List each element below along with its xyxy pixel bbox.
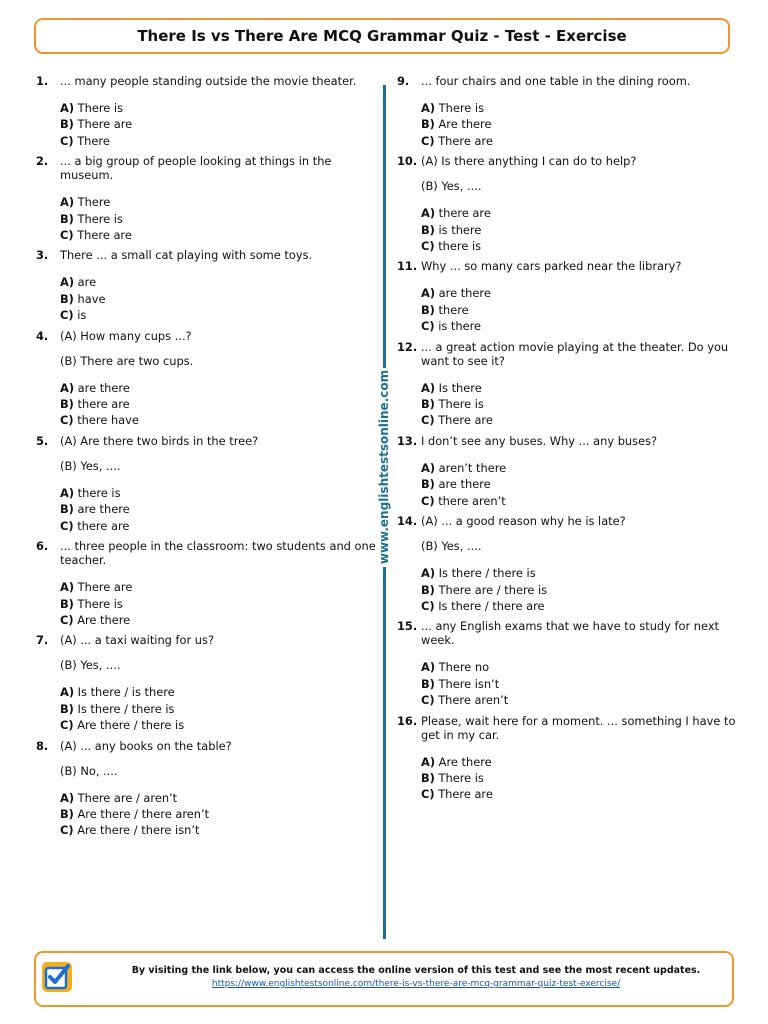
question-number: 1.: [36, 74, 49, 88]
option-text: is there: [438, 222, 482, 237]
question-item: [36, 248, 376, 323]
question-text: ... four chairs and one table in the dining room.: [421, 74, 691, 88]
question-text: (A) ... any books on the table?: [60, 738, 232, 753]
option-letter: A): [421, 754, 436, 769]
option-letter: C): [60, 823, 74, 838]
option-letter: B): [421, 302, 435, 317]
answer-option: [421, 396, 737, 412]
question-number: 15.: [397, 619, 418, 634]
answer-option: [421, 412, 737, 428]
question-item: [397, 619, 737, 708]
answer-options: [60, 194, 376, 243]
option-text: There are / there is: [438, 582, 548, 597]
option-letter: B): [60, 211, 74, 226]
option-text: Are there: [438, 754, 492, 769]
option-text: Are there: [77, 612, 131, 627]
answer-options: [421, 100, 737, 149]
answer-option: [421, 582, 737, 598]
option-letter: B): [60, 117, 74, 132]
option-text: There is: [77, 211, 123, 226]
answer-option: [60, 717, 376, 733]
option-text: Is there / there is: [77, 701, 175, 716]
option-text: There isn’t: [438, 676, 500, 691]
option-letter: A): [421, 566, 436, 581]
option-text: There are: [77, 117, 133, 132]
question-item: [397, 434, 737, 509]
answer-option: [60, 274, 376, 290]
page-title-box: [34, 18, 730, 54]
option-letter: C): [421, 693, 435, 708]
option-letter: B): [421, 676, 435, 691]
answer-options: [421, 380, 737, 429]
option-letter: B): [421, 222, 435, 237]
answer-option: [60, 396, 376, 412]
question-subtext: (B) Yes, ....: [421, 539, 482, 554]
question-text: ... three people in the classroom: two students and one teacher.: [60, 539, 376, 568]
question-subtext: (B) Yes, ....: [421, 179, 482, 194]
question-item: [397, 340, 737, 429]
option-letter: A): [60, 101, 75, 115]
question-number: 10.: [397, 154, 418, 169]
answer-option: [421, 598, 737, 614]
option-text: There is: [77, 596, 123, 611]
answer-option: [421, 460, 737, 476]
option-letter: B): [421, 397, 435, 412]
answer-options: [60, 380, 376, 429]
question-text: ... many people standing outside the movie theater.: [60, 74, 357, 88]
question-number: 7.: [36, 633, 49, 648]
answer-option: [60, 485, 376, 501]
answer-option: [421, 302, 737, 318]
question-subtext: (B) No, ....: [60, 763, 118, 778]
option-text: have: [77, 291, 106, 306]
option-text: are: [77, 275, 97, 290]
question-number: 6.: [36, 539, 49, 554]
option-text: there: [438, 302, 469, 317]
option-letter: B): [60, 291, 74, 306]
answer-option: [60, 701, 376, 717]
option-letter: B): [421, 477, 435, 492]
option-text: There is: [438, 101, 485, 115]
answer-option: [421, 786, 737, 802]
answer-option: [421, 133, 737, 149]
answer-option: [60, 380, 376, 396]
option-letter: A): [60, 195, 75, 210]
option-letter: A): [421, 660, 436, 675]
footer-notice: By visiting the link below, you can access the online version of this test and see the most recent updates.: [131, 965, 701, 976]
option-letter: B): [60, 701, 74, 716]
option-text: There are: [438, 787, 493, 802]
answer-options: [60, 485, 376, 534]
option-letter: A): [60, 790, 75, 805]
option-text: there are: [438, 206, 491, 221]
option-text: are there: [438, 477, 491, 492]
option-letter: C): [60, 308, 74, 323]
option-letter: C): [421, 319, 435, 334]
option-text: There are: [438, 413, 493, 428]
option-text: there is: [438, 239, 482, 254]
question-item: [36, 739, 376, 839]
option-text: are there: [77, 380, 130, 395]
question-number: 14.: [397, 514, 418, 529]
option-text: Is there / there is: [438, 566, 536, 581]
answer-option: [60, 822, 376, 838]
option-text: There aren’t: [438, 693, 509, 708]
option-text: there are: [77, 397, 130, 412]
option-text: there aren’t: [438, 493, 506, 508]
option-text: there is: [77, 485, 121, 500]
footer-link[interactable]: https://www.englishtestsonline.com/there-is-vs-there-are-mcq-grammar-quiz-test-exercise/: [211, 979, 621, 989]
question-number: 2.: [36, 154, 49, 169]
answer-option: [60, 100, 376, 116]
option-text: There is: [77, 101, 124, 115]
column-divider-top: [383, 85, 386, 368]
answer-option: [421, 222, 737, 238]
question-subtext: (B) Yes, ....: [60, 458, 121, 473]
option-text: There: [77, 195, 111, 210]
answer-option: [60, 211, 376, 227]
answer-option: [60, 291, 376, 307]
answer-option: [421, 754, 737, 770]
column-divider-bottom: [383, 567, 386, 939]
option-text: Is there / there are: [438, 598, 545, 613]
answer-option: [60, 806, 376, 822]
option-letter: B): [421, 582, 435, 597]
option-letter: C): [60, 718, 74, 733]
question-subtext: (B) Yes, ....: [60, 658, 121, 673]
answer-options: [60, 274, 376, 323]
answer-option: [421, 238, 737, 254]
option-letter: A): [60, 485, 75, 500]
question-number: 11.: [397, 259, 418, 274]
option-letter: A): [421, 286, 436, 301]
answer-option: [60, 116, 376, 132]
option-text: Is there: [438, 380, 482, 395]
answer-options: [421, 565, 737, 614]
question-text: (A) ... a good reason why he is late?: [421, 514, 626, 529]
option-text: are there: [77, 502, 130, 517]
option-letter: C): [60, 518, 74, 533]
option-letter: B): [60, 596, 74, 611]
answer-option: [60, 307, 376, 323]
option-letter: A): [60, 685, 75, 700]
option-text: there are: [77, 518, 130, 533]
option-letter: A): [60, 380, 75, 395]
option-text: are there: [438, 286, 491, 301]
answer-options: [60, 100, 376, 149]
option-letter: B): [421, 770, 435, 785]
answer-option: [421, 676, 737, 692]
option-letter: C): [421, 598, 435, 613]
question-text: ... a great action movie playing at the theater. Do you want to see it?: [421, 339, 729, 368]
option-letter: B): [60, 502, 74, 517]
option-letter: A): [60, 580, 75, 595]
question-item: [36, 154, 376, 243]
option-letter: C): [421, 133, 435, 148]
option-letter: A): [421, 380, 436, 395]
answer-option: [421, 318, 737, 334]
option-letter: C): [60, 133, 74, 148]
question-item: [36, 329, 376, 429]
answer-options: [421, 460, 737, 509]
option-letter: C): [421, 493, 435, 508]
answer-option: [421, 380, 737, 396]
answer-option: [60, 133, 376, 149]
question-item: [397, 714, 737, 803]
answer-option: [60, 684, 376, 700]
question-number: 4.: [36, 328, 49, 343]
option-text: There is: [438, 397, 484, 412]
question-number: 13.: [397, 433, 418, 448]
question-number: 8.: [36, 738, 49, 753]
option-letter: A): [421, 101, 436, 115]
answer-option: [60, 194, 376, 210]
answer-option: [421, 116, 737, 132]
answer-option: [421, 285, 737, 301]
option-letter: C): [421, 239, 435, 254]
answer-option: [421, 100, 737, 116]
option-text: Are there / there aren’t: [77, 806, 210, 821]
question-subtext: (B) There are two cups.: [60, 353, 194, 368]
question-item: [397, 259, 737, 334]
question-number: 12.: [397, 339, 418, 354]
answer-option: [421, 565, 737, 581]
question-item: [397, 74, 737, 149]
option-letter: A): [60, 275, 75, 290]
answer-options: [421, 285, 737, 334]
option-letter: B): [421, 117, 435, 132]
answer-option: [60, 612, 376, 628]
question-item: [36, 539, 376, 628]
question-text: ... a big group of people looking at things in the museum.: [60, 154, 332, 183]
question-item: [36, 434, 376, 534]
answer-option: [60, 501, 376, 517]
answer-options: [421, 205, 737, 254]
answer-option: [421, 770, 737, 786]
option-text: There are / aren’t: [77, 790, 178, 805]
option-text: aren’t there: [438, 460, 507, 475]
question-text: I don’t see any buses. Why ... any buses?: [421, 433, 658, 448]
questions-column-left: [36, 74, 376, 844]
option-text: Are there: [438, 117, 492, 132]
option-letter: C): [421, 787, 435, 802]
answer-option: [60, 227, 376, 243]
option-text: is: [77, 308, 87, 323]
option-letter: C): [421, 413, 435, 428]
answer-options: [60, 684, 376, 733]
option-letter: C): [60, 413, 74, 428]
option-text: Are there / there is: [77, 718, 185, 733]
answer-option: [60, 412, 376, 428]
option-letter: A): [421, 206, 436, 221]
question-text: Please, wait here for a moment. ... something I have to get in my car.: [421, 713, 736, 742]
answer-option: [421, 692, 737, 708]
option-text: There are: [77, 580, 133, 595]
option-text: There no: [438, 660, 490, 675]
question-text: (A) How many cups ...?: [60, 328, 192, 343]
answer-options: [421, 659, 737, 708]
question-item: [397, 154, 737, 254]
question-item: [36, 74, 376, 149]
answer-option: [421, 659, 737, 675]
question-text: ... any English exams that we have to study for next week.: [421, 619, 720, 648]
question-number: 9.: [397, 74, 410, 88]
question-text: (A) ... a taxi waiting for us?: [60, 633, 215, 648]
question-text: (A) Is there anything I can do to help?: [421, 154, 637, 169]
answer-options: [60, 790, 376, 839]
question-text: Why ... so many cars parked near the library?: [421, 259, 682, 274]
answer-options: [421, 754, 737, 803]
question-item: [397, 514, 737, 614]
question-item: [36, 633, 376, 733]
option-letter: A): [421, 460, 436, 475]
answer-option: [60, 518, 376, 534]
answer-option: [60, 579, 376, 595]
questions-column-right: [397, 74, 737, 808]
option-text: There are: [438, 133, 493, 148]
answer-option: [421, 493, 737, 509]
page-title: There Is vs There Are MCQ Grammar Quiz - Test - Exercise: [137, 27, 627, 45]
question-number: 16.: [397, 713, 418, 728]
checkbox-logo-icon: [41, 961, 73, 993]
question-text: (A) Are there two birds in the tree?: [60, 433, 259, 448]
answer-option: [421, 476, 737, 492]
option-letter: C): [60, 228, 74, 243]
answer-option: [60, 790, 376, 806]
question-text: There ... a small cat playing with some toys.: [60, 248, 313, 263]
question-number: 3.: [36, 248, 49, 263]
question-number: 5.: [36, 433, 49, 448]
option-text: There are: [77, 228, 132, 243]
answer-option: [60, 596, 376, 612]
option-letter: B): [60, 397, 74, 412]
footer-box: [34, 951, 734, 1007]
option-text: Are there / there isn’t: [77, 823, 200, 838]
option-letter: B): [60, 806, 74, 821]
answer-options: [60, 579, 376, 628]
site-watermark-text: www.englishtestsonline.com: [377, 369, 391, 565]
option-text: is there: [438, 319, 482, 334]
option-text: There is: [438, 770, 484, 785]
option-text: there have: [77, 413, 139, 428]
option-text: Is there / is there: [77, 685, 175, 700]
option-text: There: [77, 133, 110, 148]
answer-option: [421, 205, 737, 221]
option-letter: C): [60, 612, 74, 627]
